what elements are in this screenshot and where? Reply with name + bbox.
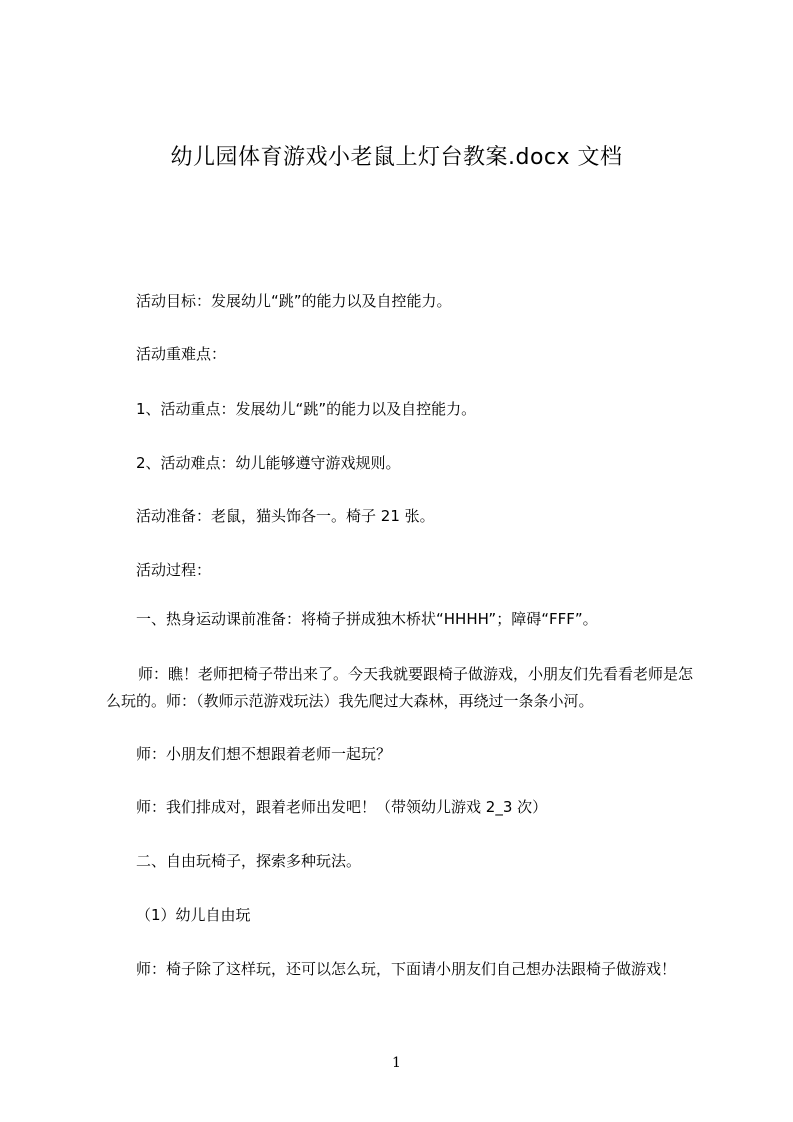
paragraph-key-point-1: 1、活动重点：发展幼儿“跳”的能力以及自控能力。 bbox=[136, 400, 477, 418]
paragraph-goal: 活动目标：发展幼儿“跳”的能力以及自控能力。 bbox=[136, 292, 452, 310]
paragraph-key-point-2: 2、活动难点：幼儿能够遵守游戏规则。 bbox=[136, 454, 401, 472]
paragraph-free-play-item: （1）幼儿自由玩 bbox=[136, 906, 251, 924]
paragraph-teacher-question: 师：小朋友们想不想跟着老师一起玩？ bbox=[136, 745, 392, 763]
paragraph-key-points-heading: 活动重难点： bbox=[136, 345, 227, 363]
document-title: 幼儿园体育游戏小老鼠上灯台教案.docx 文档 bbox=[170, 145, 623, 170]
paragraph-teacher-instruction: 师：椅子除了这样玩，还可以怎么玩，下面请小朋友们自己想办法跟椅子做游戏！ bbox=[136, 960, 677, 978]
paragraph-process-heading: 活动过程： bbox=[136, 561, 212, 579]
paragraph-preparation: 活动准备：老鼠，猫头饰各一。椅子 21 张。 bbox=[136, 507, 435, 525]
paragraph-free-play-heading: 二、自由玩椅子，探索多种玩法。 bbox=[136, 852, 362, 870]
page-number: 1 bbox=[392, 1055, 401, 1071]
paragraph-teacher-demo: 师：瞧！老师把椅子带出来了。今天我就要跟椅子做游戏，小朋友们先看看老师是怎么玩的。师：（教师示范游戏玩法）我先爬过大森林，再绕过一条条小河。 bbox=[106, 665, 694, 710]
paragraph-teacher-lead: 师：我们排成对，跟着老师出发吧！（带领幼儿游戏 2_3 次） bbox=[136, 798, 548, 816]
paragraph-warmup: 一、热身运动课前准备：将椅子拼成独木桥状“HHHH”；障碍“FFF”。 bbox=[136, 610, 598, 628]
